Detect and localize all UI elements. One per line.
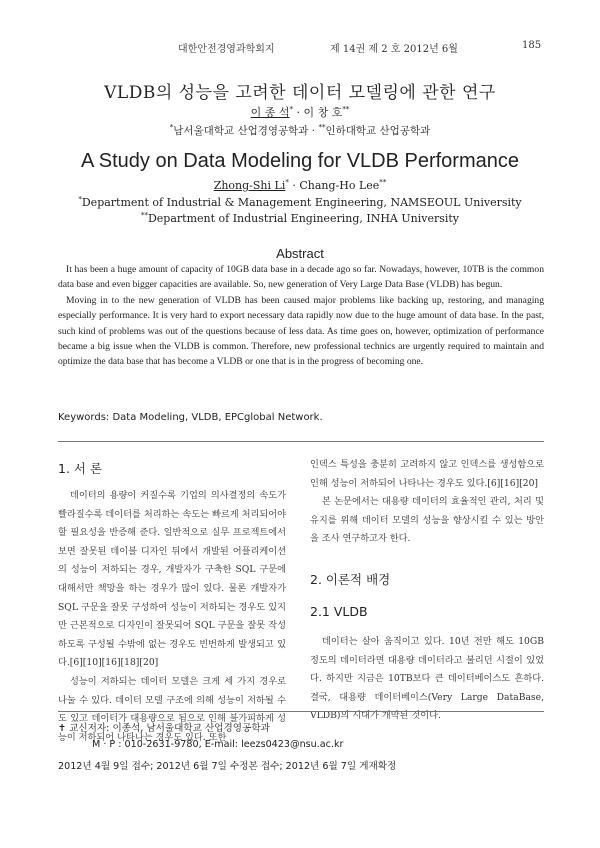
section-2-1-title: 2.1 VLDB (310, 604, 368, 619)
footnote-contact: M · P : 010-2631-9780, E-mail: leezs0423@nsu.ac.kr (92, 739, 344, 750)
aff-en-2: Department of Industrial Engineering, INHA University (147, 212, 460, 225)
page-number: 185 (522, 40, 542, 51)
author-2-en: Chang-Ho Lee (299, 179, 380, 192)
journal-name: 대한안전경영과학회지 (178, 44, 275, 55)
section-2-title: 2. 이론적 배경 (310, 572, 391, 587)
affiliation-english-2 (0, 212, 600, 225)
section-2-1-body (310, 633, 544, 726)
section-2-1-paragraph-1: 데이터는 살아 움직이고 있다. 10년 전만 해도 10GB 정도의 데이터라면 대용량 데이터라고 불리던 시절이 있었다. 하지만 지금은 10TB보다 큰 데이터베이스도 흔하다. 결국, 대용량 데이터베이스(Very Large DataBase, VLDB)의 시대가 개막된 것이다. (310, 636, 544, 722)
author-2-en-mark: ** (379, 178, 387, 187)
author-1-en-mark: * (285, 178, 289, 187)
left-column (58, 487, 286, 747)
author-1-ko-mark: * (289, 105, 293, 114)
affiliation-english-1 (0, 196, 600, 209)
section-1-paragraph-2: 성능이 저하되는 데이터 모델은 크게 세 가지 경우로 나눌 수 있다. 데이터 모델 구조에 의해 성능이 저하될 수도 있고 데이터가 대용량으로 됨으로 인해 불가피하게 성능이 저하되어 나타나는 경우도 있다. 또한 (58, 675, 286, 743)
author-1-ko: 이 종 석 (250, 106, 290, 119)
authors-korean (0, 104, 600, 120)
aff-ko-2: 인하대학교 산업공학과 (325, 125, 431, 137)
abstract-body (58, 262, 544, 370)
author-1-en: Zhong-Shi Li (213, 179, 286, 192)
abstract-heading: Abstract (276, 246, 324, 261)
keywords: Keywords: Data Modeling, VLDB, EPCglobal Network. (58, 412, 323, 423)
aff-en-mark-1: * (78, 195, 82, 204)
author-separator-en: · (288, 179, 300, 192)
title-korean: VLDB의 성능을 고려한 데이터 모델링에 관한 연구 (104, 83, 496, 103)
aff-ko-mark-2: ** (318, 123, 326, 132)
volume-info: 제 14권 제 2 호 2012년 6월 (330, 44, 458, 55)
footnote-dates: 2012년 4월 9일 접수; 2012년 6월 7일 수정본 접수; 2012년 6월 7일 게재확정 (58, 761, 397, 772)
author-separator-ko: · (293, 106, 304, 119)
right-column (310, 456, 544, 549)
aff-ko-mark-1: * (169, 123, 174, 132)
section-1-paragraph-3: 본 논문에서는 대용량 데이터의 효율적인 관리, 처리 및 유지를 위해 데이터 모델의 성능을 향상시킬 수 있는 방안을 조사 연구하고자 한다. (310, 496, 544, 545)
aff-en-1: Department of Industrial & Management Engineering, NAMSEOUL University (81, 196, 522, 209)
authors-english (0, 179, 600, 192)
footnote-divider (58, 711, 544, 712)
abstract-divider (58, 441, 544, 442)
author-2-ko-mark: ** (342, 105, 350, 114)
author-2-ko: 이 창 호 (303, 106, 343, 119)
aff-en-mark-2: ** (140, 211, 148, 220)
section-1-title: 1. 서 론 (58, 461, 103, 476)
abstract-paragraph-2: Moving in to the new generation of VLDB has been caused major problems like backing up, restoring, and managing especially performance. It is very hard to export necessary data rapidly now due to the huge amount of data base. In the past, such kind of problems was out of the questions because of less data. As time goes on, however, optimization of performance became a big issue when the VLDB is common. Therefore, new professional technics are urgently required to maintain and optimize the data base that has become a VLDB or one that is in the progress of becoming one. (58, 294, 544, 368)
section-1-paragraph-1: 데이터의 용량이 커질수록 기업의 의사결정의 속도가 빨라질수록 데이터를 처리하는 속도는 빠르게 처리되어야 할 필요성을 반증해 준다. 일반적으로 실무 프로젝트에서 보면 잘못된 데이블 디자인 뒤에서 개발된 어플리케이션의 성능이 저하되는 경우, 개발자가 구축한 SQL 구문에 대해서만 책망을 하는 경우가 많이 있다. 물론 개발자가 SQL 구문을 잘못 구성하여 성능이 저하되는 경우도 있지만 근본적으로 디자인이 잘못되어 SQL 구문을 잘못 작성하도록 구성될 수밖에 없는 경우도 빈번하게 발생되고 있다.[6][10][16][18][20] (58, 490, 286, 669)
affiliation-korean (0, 123, 600, 138)
footnote-corresponding-author: ✝ 교신저자: 이종석, 남서울대학교 산업경영공학과 (58, 723, 270, 734)
section-1-paragraph-continued: 인덱스 특성을 충분히 고려하지 않고 인덱스를 생성함으로 인해 성능이 저하되어 나타나는 경우도 있다.[6][16][20] (310, 459, 544, 489)
aff-ko-1: 남서울대학교 산업경영공학과 · (173, 125, 319, 137)
abstract-paragraph-1: It has been a huge amount of capacity of 10GB data base in a decade ago so far. Nowadays, however, 10TB is the common data base and even bigger capacities are available. So, new generation of Very Large Data Base (VLDB) has begun. (58, 264, 544, 291)
title-english: A Study on Data Modeling for VLDB Performance (80, 150, 519, 172)
